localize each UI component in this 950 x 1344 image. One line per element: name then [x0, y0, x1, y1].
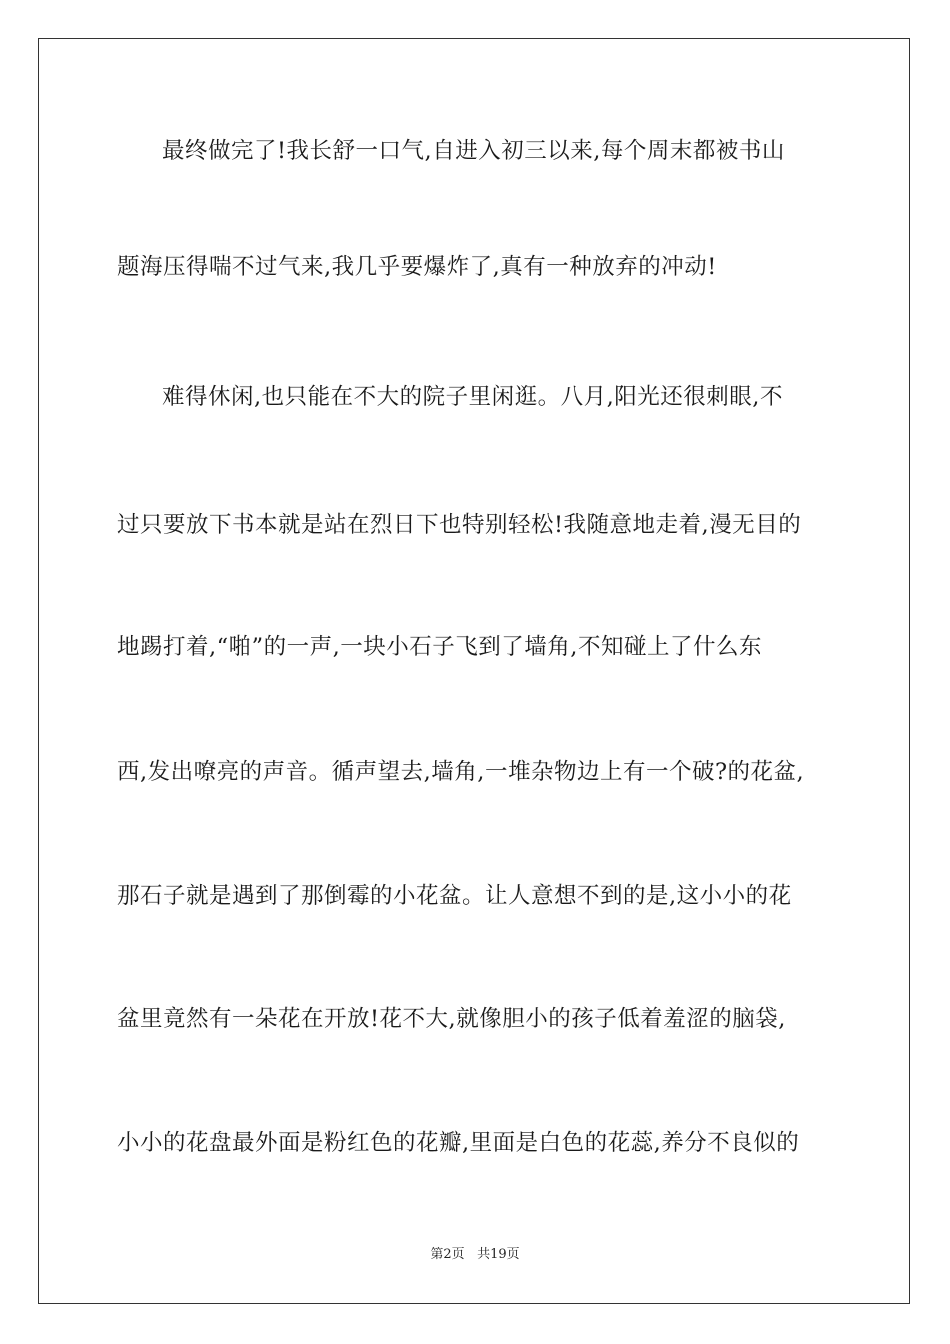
- page-number-suffix: 页: [451, 1247, 465, 1262]
- paragraph-line: 盆里竟然有一朵花在开放!花不大,就像胆小的孩子低着羞涩的脑袋,: [117, 1006, 786, 1032]
- paragraph-line: 难得休闲,也只能在不大的院子里闲逛。八月,阳光还很刺眼,不: [162, 384, 783, 410]
- paragraph-line: 那石子就是遇到了那倒霉的小花盆。让人意想不到的是,这小小的花: [117, 883, 792, 909]
- page-number-prefix: 第: [430, 1247, 444, 1262]
- total-pages: 19: [490, 1247, 507, 1262]
- paragraph-line: 地踢打着,“啪”的一声,一块小石子飞到了墙角,不知碰上了什么东: [117, 634, 762, 660]
- total-pages-suffix: 页: [506, 1247, 520, 1262]
- paragraph-line: 题海压得喘不过气来,我几乎要爆炸了,真有一种放弃的冲动!: [117, 254, 717, 280]
- paragraph-line: 西,发出嘹亮的声音。循声望去,墙角,一堆杂物边上有一个破?的花盆,: [117, 759, 805, 785]
- page-footer: [0, 1246, 950, 1264]
- paragraph-line: 过只要放下书本就是站在烈日下也特别轻松!我随意地走着,漫无目的: [117, 512, 802, 538]
- paragraph-line: 最终做完了!我长舒一口气,自进入初三以来,每个周末都被书山: [162, 138, 785, 164]
- paragraph-line: 小小的花盘最外面是粉红色的花瓣,里面是白色的花蕊,养分不良似的: [117, 1130, 800, 1156]
- page-border: [38, 38, 910, 1304]
- page-number: 2: [443, 1247, 452, 1262]
- total-pages-prefix: 共: [477, 1247, 491, 1262]
